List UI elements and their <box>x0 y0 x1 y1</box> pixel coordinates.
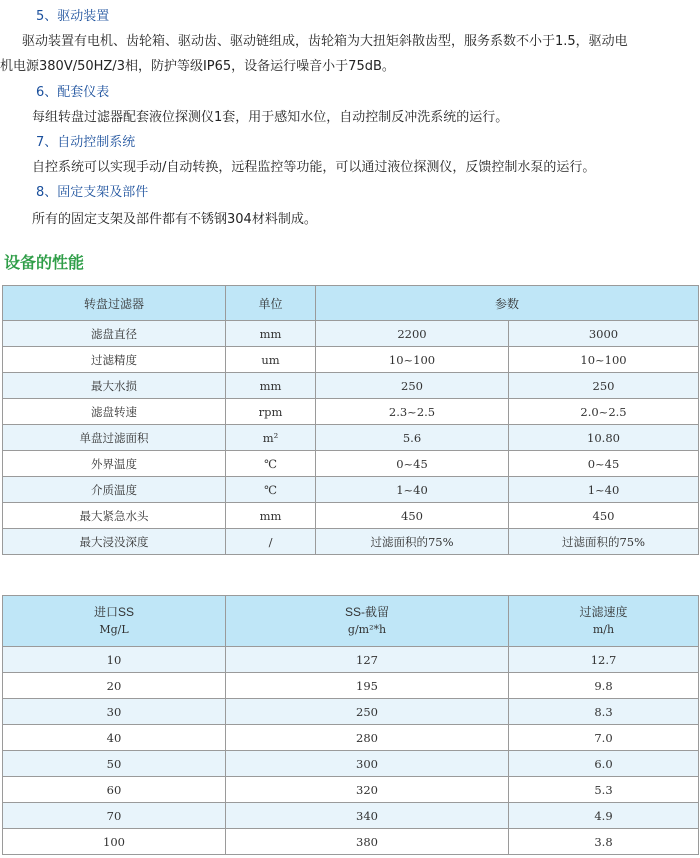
row-unit: mm <box>226 321 316 347</box>
section-heading-bracket: 8、固定支架及部件 <box>36 185 149 200</box>
filter-speed-cell: 8.3 <box>509 699 699 725</box>
auto-control-text: 自控系统可以实现手动/自动转换，远程监控等功能，可以通过液位探测仪，反馈控制水泵的运行。 <box>32 160 596 175</box>
table-row <box>3 347 699 373</box>
inlet-ss-cell: 40 <box>3 725 226 751</box>
header-filter: 转盘过滤器 <box>3 286 226 321</box>
instruments-text: 每组转盘过滤器配套液位探测仪1套，用于感知水位，自动控制反冲洗系统的运行。 <box>32 110 509 125</box>
filter-speed-cell: 12.7 <box>509 647 699 673</box>
inlet-ss-cell: 60 <box>3 777 226 803</box>
row-label: 最大浸没深度 <box>3 529 226 555</box>
bracket-text: 所有的固定支架及部件都有不锈钢304材料制成。 <box>32 212 317 227</box>
table-row <box>3 451 699 477</box>
row-label: 最大紧急水头 <box>3 503 226 529</box>
row-label: 最大水损 <box>3 373 226 399</box>
row-unit: ℃ <box>226 451 316 477</box>
table-row <box>3 503 699 529</box>
drive-text-line-1: 驱动装置有电机、齿轮箱、驱动齿、驱动链组成，齿轮箱为大扭矩斜散齿型，服务系数不小于1.5，驱动电 <box>22 34 628 49</box>
section-heading-instruments: 6、配套仪表 <box>36 85 110 100</box>
row-label: 介质温度 <box>3 477 226 503</box>
inlet-ss-cell: 10 <box>3 647 226 673</box>
table-row <box>3 373 699 399</box>
row-value: 10.80 <box>509 425 699 451</box>
inlet-ss-cell: 70 <box>3 803 226 829</box>
header-unit: 单位 <box>226 286 316 321</box>
row-value: 250 <box>316 373 509 399</box>
table-row <box>3 699 699 725</box>
section-heading-drive: 5、驱动装置 <box>36 9 110 24</box>
table-row <box>3 725 699 751</box>
row-label: 滤盘直径 <box>3 321 226 347</box>
ss-retention-cell: 380 <box>226 829 509 855</box>
row-value: 2.3~2.5 <box>316 399 509 425</box>
row-label: 过滤精度 <box>3 347 226 373</box>
row-value: 0~45 <box>509 451 699 477</box>
row-value: 过滤面积的75% <box>509 529 699 555</box>
inlet-ss-cell: 20 <box>3 673 226 699</box>
row-label: 外界温度 <box>3 451 226 477</box>
row-value: 3000 <box>509 321 699 347</box>
table-row <box>3 673 699 699</box>
row-unit: um <box>226 347 316 373</box>
row-value: 2.0~2.5 <box>509 399 699 425</box>
ss-retention-cell: 250 <box>226 699 509 725</box>
header-filter-speed <box>509 596 699 647</box>
table-row <box>3 777 699 803</box>
row-unit: mm <box>226 373 316 399</box>
row-value: 450 <box>316 503 509 529</box>
ss-retention-cell: 127 <box>226 647 509 673</box>
table-row <box>3 751 699 777</box>
drive-text-line-2: 机电源380V/50HZ/3相，防护等级IP65，设备运行噪音小于75dB。 <box>0 59 395 74</box>
inlet-ss-cell: 30 <box>3 699 226 725</box>
header-filter-speed-unit: m/h <box>592 623 615 636</box>
section-heading-auto-control: 7、自动控制系统 <box>36 135 136 150</box>
filter-speed-cell: 9.8 <box>509 673 699 699</box>
table-row <box>3 803 699 829</box>
row-unit: / <box>226 529 316 555</box>
row-value: 5.6 <box>316 425 509 451</box>
spec-table-header-row <box>3 286 699 321</box>
table-row <box>3 425 699 451</box>
table-row <box>3 477 699 503</box>
ss-performance-table <box>2 595 699 855</box>
row-unit: rpm <box>226 399 316 425</box>
row-value: 1~40 <box>509 477 699 503</box>
inlet-ss-cell: 50 <box>3 751 226 777</box>
row-value: 0~45 <box>316 451 509 477</box>
filter-speed-cell: 5.3 <box>509 777 699 803</box>
filter-speed-cell: 6.0 <box>509 751 699 777</box>
ss-retention-cell: 340 <box>226 803 509 829</box>
row-value: 过滤面积的75% <box>316 529 509 555</box>
row-value: 2200 <box>316 321 509 347</box>
header-ss-retention-title: SS-截留 <box>344 605 389 619</box>
header-inlet-ss-unit: Mg/L <box>99 623 129 636</box>
table-row <box>3 399 699 425</box>
row-value: 250 <box>509 373 699 399</box>
filter-speed-cell: 7.0 <box>509 725 699 751</box>
header-filter-speed-title: 过滤速度 <box>579 605 628 619</box>
row-label: 滤盘转速 <box>3 399 226 425</box>
table-row <box>3 647 699 673</box>
row-value: 10~100 <box>509 347 699 373</box>
row-value: 1~40 <box>316 477 509 503</box>
ss-table-header-row <box>3 596 699 647</box>
ss-retention-cell: 195 <box>226 673 509 699</box>
row-value: 450 <box>509 503 699 529</box>
row-value: 10~100 <box>316 347 509 373</box>
inlet-ss-cell: 100 <box>3 829 226 855</box>
header-inlet-ss <box>3 596 226 647</box>
ss-retention-cell: 280 <box>226 725 509 751</box>
row-unit: ℃ <box>226 477 316 503</box>
filter-speed-cell: 3.8 <box>509 829 699 855</box>
row-label: 单盘过滤面积 <box>3 425 226 451</box>
table-row <box>3 321 699 347</box>
filter-speed-cell: 4.9 <box>509 803 699 829</box>
ss-retention-cell: 320 <box>226 777 509 803</box>
row-unit: m² <box>226 425 316 451</box>
table-row <box>3 529 699 555</box>
table-row <box>3 829 699 855</box>
header-params: 参数 <box>316 286 699 321</box>
ss-retention-cell: 300 <box>226 751 509 777</box>
performance-title: 设备的性能 <box>4 253 85 272</box>
header-ss-retention <box>226 596 509 647</box>
row-unit: mm <box>226 503 316 529</box>
header-inlet-ss-title: 进口SS <box>93 605 134 619</box>
header-ss-retention-unit: g/m²*h <box>347 623 387 636</box>
spec-table <box>2 285 699 555</box>
